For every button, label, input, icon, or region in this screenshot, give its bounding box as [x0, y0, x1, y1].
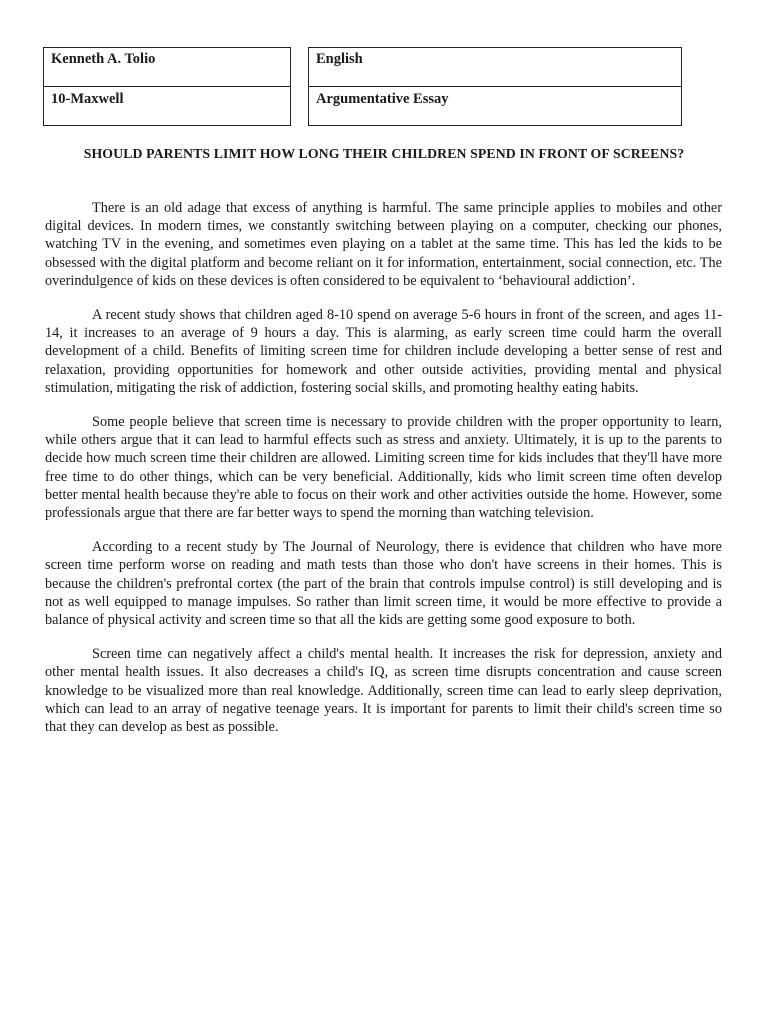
essay-title: SHOULD PARENTS LIMIT HOW LONG THEIR CHILDREN SPEND IN FRONT OF SCREENS? — [83, 146, 685, 161]
student-info-divider — [44, 86, 290, 87]
essay-body — [45, 199, 722, 752]
essay-paragraph-2: A recent study shows that children aged 8-10 spend on average 5-6 hours in front of the screen, and ages 11-14, it increases to an average of 9 hours a day. This is alarming, as early screen time could harm the overall development of a child. Benefits of limiting screen time for children include developing a better sense of rest and relaxation, providing opportunities for homework and other outside activities, providing mental and physical stimulation, mitigating the risk of addiction, fostering social skills, and promoting healthy eating habits. — [45, 307, 722, 396]
essay-paragraph-5: Screen time can negatively affect a child's mental health. It increases the risk for depression, anxiety and other mental health issues. It also decreases a child's IQ, as screen time disrupts concentration and cause screen knowledge to be visualized more than real knowledge. Additionally, screen time can lead to early sleep deprivation, which can lead to an array of negative teenage years. It is important for parents to limit their child's screen time so that they can develop as best as possible. — [45, 646, 722, 736]
assignment-info-box — [308, 47, 682, 126]
assignment-type: Argumentative Essay — [316, 91, 449, 107]
student-section: 10-Maxwell — [51, 91, 124, 107]
essay-paragraph-3: Some people believe that screen time is necessary to provide children with the proper opportunity to learn, while others argue that it can lead to harmful effects such as stress and anxiety. Ultimately, it is up to the parents to decide how much screen time their children are allowed. Limiting screen time for kids includes that they'll have more free time to do other things, which can be very beneficial. Additionally, kids who limit screen time often develop better mental health because they're able to focus on their work and other activities outside the home. However, some professionals argue that there are far better ways to spend the morning than watching television. — [45, 414, 722, 522]
student-name: Kenneth A. Tolio — [51, 51, 156, 67]
essay-paragraph-4: According to a recent study by The Journal of Neurology, there is evidence that children who have more screen time perform worse on reading and math tests than those who don't have screens in their homes. This is because the children's prefrontal cortex (the part of the brain that controls impulse control) is still developing and is not as well equipped to manage impulses. So rather than limit screen time, it would be more effective to provide a balance of physical activity and screen time so that all the kids are getting some good exposure to both. — [45, 539, 722, 629]
student-info-box — [43, 47, 291, 126]
essay-paragraph-1: There is an old adage that excess of anything is harmful. The same principle applies to mobiles and other digital devices. In modern times, we constantly switching between playing on a computer, checking our phones, watching TV in the evening, and sometimes even playing on a tablet at the same time. This has led the kids to be obsessed with the digital platform and become reliant on it for information, entertainment, social connection, etc. The overindulgence of kids on these devices is often considered to be equivalent to ‘behavioural addiction’. — [45, 200, 722, 289]
assignment-info-divider — [309, 86, 681, 87]
subject-label: English — [316, 51, 363, 67]
